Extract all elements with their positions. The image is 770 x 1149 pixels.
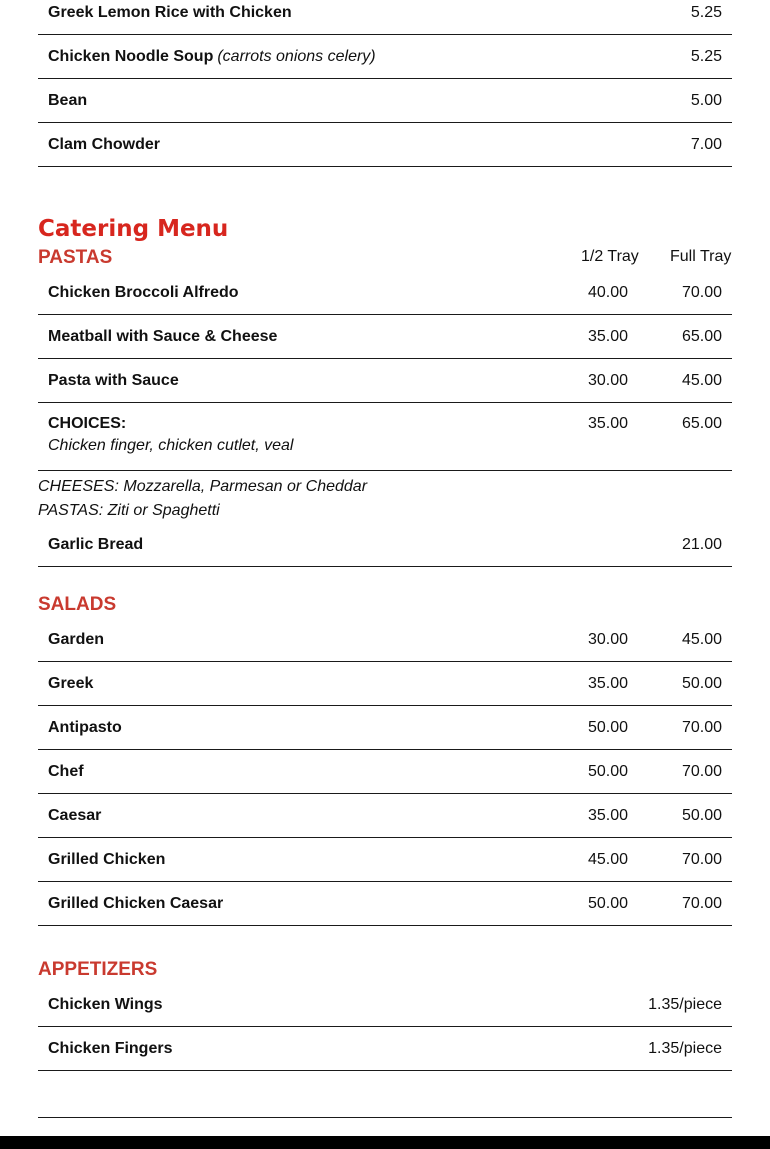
list-item xyxy=(38,123,732,167)
list-item-choices xyxy=(38,403,732,471)
half-price: 40.00 xyxy=(587,283,629,301)
full-price: 70.00 xyxy=(681,718,722,736)
item-name: Clam Chowder xyxy=(48,135,161,153)
pastas-title: PASTAS xyxy=(38,247,113,268)
item-name: Chicken Fingers xyxy=(48,1039,173,1057)
item-price: 1.35/piece xyxy=(648,1039,722,1057)
full-price: 65.00 xyxy=(681,415,722,432)
half-price: 35.00 xyxy=(587,415,629,432)
full-price: 70.00 xyxy=(681,283,722,301)
full-price: 70.00 xyxy=(681,894,722,912)
list-item xyxy=(38,1027,732,1071)
item-price: 5.25 xyxy=(690,47,722,65)
list-item xyxy=(38,794,732,838)
item-price: 1.35/piece xyxy=(648,995,722,1013)
item-name: Meatball with Sauce & Cheese xyxy=(48,327,278,345)
item-name: Chicken Noodle Soup xyxy=(48,47,214,65)
item-name: Greek Lemon Rice with Chicken xyxy=(48,3,292,21)
item-price: 7.00 xyxy=(690,135,722,153)
item-name: Grilled Chicken Caesar xyxy=(48,894,224,912)
pastas-list xyxy=(38,271,732,471)
half-price: 30.00 xyxy=(587,630,629,648)
full-price: 70.00 xyxy=(681,850,722,868)
half-price: 50.00 xyxy=(587,718,629,736)
salads-title: SALADS xyxy=(38,594,117,615)
half-tray-header: 1/2 Tray xyxy=(581,248,639,265)
half-price: 45.00 xyxy=(587,850,629,868)
list-item xyxy=(38,271,732,315)
full-price: 70.00 xyxy=(681,762,722,780)
item-name: Greek xyxy=(48,674,94,692)
choices-detail: Chicken finger, chicken cutlet, veal xyxy=(48,437,294,454)
list-item xyxy=(38,750,732,794)
item-name: Antipasto xyxy=(48,718,122,736)
list-item xyxy=(38,523,732,567)
list-item xyxy=(38,706,732,750)
pasta-notes xyxy=(38,475,732,523)
item-note: (carrots onions celery) xyxy=(217,47,376,65)
item-name: Chicken Wings xyxy=(48,995,163,1013)
list-item xyxy=(38,882,732,926)
full-tray-header: Full Tray xyxy=(670,248,732,265)
list-item xyxy=(38,0,732,35)
item-name: CHOICES: xyxy=(48,415,127,432)
item-name: Grilled Chicken xyxy=(48,850,166,868)
salads-list xyxy=(38,618,732,926)
half-price: 30.00 xyxy=(587,371,629,389)
divider xyxy=(38,1117,732,1118)
half-price: 35.00 xyxy=(587,674,629,692)
item-name: Garlic Bread xyxy=(48,535,144,553)
item-name: Chicken Broccoli Alfredo xyxy=(48,283,239,301)
item-name: Caesar xyxy=(48,806,102,824)
list-item xyxy=(38,359,732,403)
pastas-note: PASTAS: Ziti or Spaghetti xyxy=(38,502,220,519)
item-price: 5.00 xyxy=(690,91,722,109)
item-name: Chef xyxy=(48,762,84,780)
list-item xyxy=(38,618,732,662)
half-price: 35.00 xyxy=(587,327,629,345)
full-price: 45.00 xyxy=(681,371,722,389)
full-price: 45.00 xyxy=(681,630,722,648)
cheeses-note: CHEESES: Mozzarella, Parmesan or Cheddar xyxy=(38,478,368,495)
full-price: 50.00 xyxy=(681,806,722,824)
list-item xyxy=(38,35,732,79)
item-name: Pasta with Sauce xyxy=(48,371,179,389)
appetizers-list xyxy=(38,983,732,1071)
item-price: 5.25 xyxy=(690,3,722,21)
list-item xyxy=(38,838,732,882)
half-price: 50.00 xyxy=(587,894,629,912)
catering-menu-title: Catering Menu xyxy=(38,216,229,242)
list-item xyxy=(38,983,732,1027)
appetizers-title: APPETIZERS xyxy=(38,959,158,980)
full-price: 21.00 xyxy=(681,535,722,553)
half-price: 35.00 xyxy=(587,806,629,824)
full-price: 50.00 xyxy=(681,674,722,692)
list-item xyxy=(38,79,732,123)
half-price: 50.00 xyxy=(587,762,629,780)
footer-bar xyxy=(0,1136,770,1149)
item-name: Bean xyxy=(48,91,88,109)
soup-list xyxy=(38,0,732,167)
list-item xyxy=(38,662,732,706)
list-item xyxy=(38,315,732,359)
full-price: 65.00 xyxy=(681,327,722,345)
garlic-list xyxy=(38,523,732,567)
item-name: Garden xyxy=(48,630,105,648)
